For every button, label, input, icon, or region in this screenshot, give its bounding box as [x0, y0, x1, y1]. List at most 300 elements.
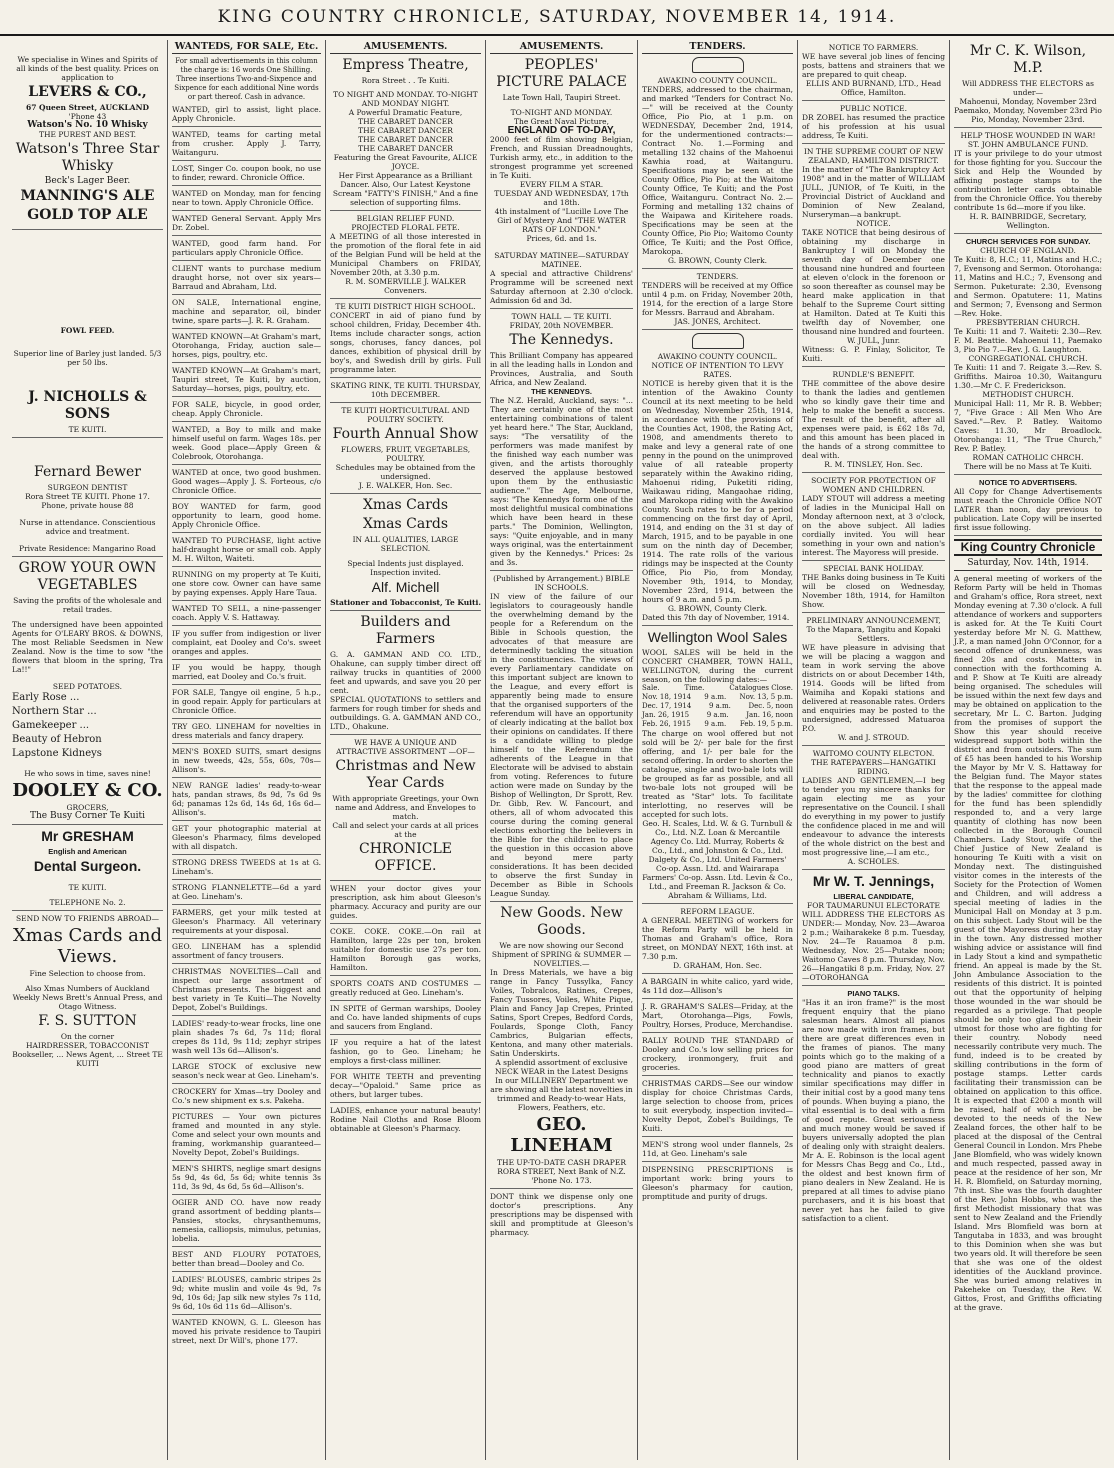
empress-ad: [330, 57, 481, 211]
levy-body: NOTICE is hereby given that it is the intention of the Awakino County Council at its next meeting to be held on Wednesday, November 25th, 1914, in accordance with the provisions of the Counties Act, 1908, the Rating Act, 1908, and amendments thereto to make and levy a general rate of one penny in the pound on the unimproved value of all rateable property separately within the Awakino riding, Mahoenui riding, Puketiti riding, Waikawau riding, Mangaohae riding, and Marokopa riding with the Awakino County. Such rates to be for a period commencing on the first day of April, 1914, and ending on the 31 st day of March, 1915, and to be payable in one sum on the ninth day of December, 1914. The rate rolls of the various ridings may be inspected at the County Office, Pio Pio, from Monday, November 9th, 1914, to Monday, November 23rd, 1914, between the hours of 9 a.m. and 5 p.m.: [642, 379, 793, 604]
wool-cell: Nov. 18, 1914: [642, 693, 692, 701]
bank-body: THE Banks doing business in Te Kuiti will be closed on Wednesday, November 18th, 1914, for Hamilton Show.: [802, 573, 945, 609]
nicholls-location: TE KUITI.: [68, 425, 107, 434]
nicholls-name: J. NICHOLLS & SONS: [28, 389, 147, 422]
classified-ad: WANTED, a Boy to milk and make himself useful on farm. Wages 18s. per week. Good place—Apply Green & Colebrook, Otorohanga.: [172, 425, 321, 465]
notice-body: TAKE NOTICE that being desirous of obtaining my discharge in Bankruptcy I will on Monday the seventh day of December one thousand nine hundred and fourteen at eleven o'clock in the forenoon or so soon thereafter as counsel may be heard make application in that behalf to the Supreme Court sitting at Hamilton. Dated at Te Kuiti this twelfth day of November, one thousand nine hundred and fourteen.: [802, 228, 945, 336]
hangatiki-body: LADIES AND GENTLEMEN,—I beg to tender you my sincere thanks for again electing me as your representative on the Council. I shall do everything in my power to justify the confidence placed in me and will endeavour to advance the interests of the whole district on the best and most progressive line,—I am etc.,: [802, 776, 945, 857]
peoples-palace-ad: [490, 57, 633, 309]
rundle-benefit: [802, 370, 945, 473]
watson-10: Watson's No. 10 Whisky: [27, 120, 148, 130]
kcc-banner: King Country Chronicle: [954, 539, 1102, 556]
tinsley-sig: R. M. TINSLEY, Hon. Sec.: [824, 460, 923, 469]
rundle-body: THE committee of the above desire to thank the ladies and gentlemen who so kindly gave their time and help to make the benefit a success. The result of the benefit, after all expenses were paid, is £62 18s 7d, and this amount has been placed in the hands of a strong committee to deal with.: [802, 379, 945, 460]
classified-ad: IF you would be happy, though married, eat Dooley and Co.'s fruit.: [172, 663, 321, 685]
lucille: 4th instalment of "Lucille Love The Girl of Mystery And "THE WATER RATS OF LONDON.": [494, 207, 629, 234]
column-7: [950, 40, 1106, 1460]
crest-icon: [692, 333, 744, 349]
column-5: [638, 40, 798, 1460]
fourth-sub: FLOWERS, FRUIT, VEGETABLES, POULTRY.: [340, 445, 471, 463]
church-services: [954, 237, 1102, 475]
christmas-cards-ad: [330, 738, 481, 881]
presby-title: PRESBYTERIAN CHURCH.: [976, 318, 1080, 327]
classified-ad: LOST, Singer Co. coupon book, no use to finder, reward. Chronicle Office.: [172, 164, 321, 186]
awakino-tenders: [642, 76, 793, 269]
levy-title: NOTICE OF INTENTION TO LEVY RATES.: [651, 361, 784, 379]
gresham-name: Mr GRESHAM: [41, 828, 134, 844]
wool-cell: 9 a.m.: [704, 693, 727, 701]
classified-ad: WANTED, girl to assist, light place. Apply Chronicle.: [172, 105, 321, 127]
society-notice: [802, 476, 945, 561]
wool-sales-ad: [642, 629, 793, 904]
hort-show-ad: [330, 406, 481, 494]
relief-title: BELGIAN RELIEF FUND.: [356, 214, 455, 223]
classified-ad: GET your photographic material at Gleeson's Pharmacy, films developed with all dispatch.: [172, 824, 321, 855]
page-columns: [8, 40, 1106, 1460]
jennings-body: WILL ADDRESS THE ELECTORS AS UNDER:— Monday, Nov. 23—Awaroa 2 p.m.; Waiharakeke 8 p.m. Tuesday, Nov. 24—Te Rauamoa 8 p.m. Wednesday, Nov. 25—Putake noon; Waitomo Caves 8 p.m. Thursday, Nov. 26—Hangatiki 8 p.m. Friday, Nov. 27—OTOROHANGA: [802, 910, 945, 982]
amusements-header-2: AMUSEMENTS.: [490, 40, 633, 54]
classified-ad: FARMERS, get your milk tested at Gleeson's Pharmacy. All veterinary requirements at your disposal.: [172, 908, 321, 939]
bewer-role: SURGEON DENTIST: [47, 483, 128, 492]
peoples-title: PEOPLES' PICTURE PALACE: [496, 57, 627, 90]
bewer-nurse: Nurse in attendance. Conscientious advice and treatment.: [19, 518, 156, 536]
unique-intro: WE HAVE A UNIQUE AND ATTRACTIVE ASSORTMENT —OF—: [336, 738, 475, 756]
school-concert-ad: [330, 302, 481, 378]
bank-holiday: [802, 564, 945, 613]
classified-ad: PICTURES — Your own pictures framed and mounted in any style. Come and select your own mounts and framing, workmanship guaranteed—Novelty Depot, Zobel's Buildings.: [172, 1112, 321, 1161]
michell-ad: [330, 497, 481, 611]
sutton-name: F. S. SUTTON: [38, 1013, 137, 1029]
classified-ad: WANTED, good farm hand. For particulars apply Chronicle Office.: [172, 239, 321, 261]
tenders-header: TENDERS.: [642, 40, 793, 54]
floral-body: A MEETING of all those interested in the promotion of the floral fete in aid of the Belgian Fund will be held at the Municipal Chambers on FRIDAY, November 20th, at 3.30 p.m.: [330, 232, 481, 277]
bible-schools-article: [490, 574, 633, 902]
roman-title: ROMAN CATHOLIC CHRCH.: [972, 453, 1084, 462]
witness: Witness: G. P. Finlay, Solicitor, Te Kuiti.: [802, 345, 945, 363]
xmas-cards-ad: [12, 914, 163, 1071]
gresham-sub: English and American: [48, 847, 127, 856]
farmers-notice: [802, 43, 945, 101]
xmas-qualities: IN ALL QUALITIES, LARGE SELECTION.: [352, 535, 459, 553]
mannings-ale: MANNING'S ALE: [20, 188, 155, 204]
townhall: TOWN HALL — TE KUITI.: [511, 312, 612, 321]
sports-ad: SPORTS COATS AND COSTUMES —greatly reduced at Geo. Lineham's.: [330, 979, 481, 1001]
kennedys-body: This Brilliant Company has appeared in all the leading halls in London and Provinces, Australia, and South Africa, and New Zealand.: [490, 351, 633, 387]
hort-title: TE KUITI HORTICULTURAL AND POULTRY SOCIETY.: [341, 406, 470, 424]
xmas-cards-1: Xmas Cards: [362, 497, 449, 513]
matinee-title: SATURDAY MATINEE—SATURDAY MATINEE.: [494, 251, 629, 269]
ellis-sig: ELLIS AND BURNAND, LTD., Head Office, Hamilton.: [805, 79, 942, 97]
xmas-cards-2: Xmas Cards: [362, 516, 449, 532]
waitomo-title: WAITOMO COUNTY ELECTON.: [812, 749, 935, 758]
neckwear: A splendid assortment of exclusive NECK WEAR in the Latest Designs: [494, 1058, 628, 1076]
kennedys-reviews: The N.Z. Herald, Auckland, says: "... They are certainly one of the most entertaining combinations of talent yet heard here." The Star, Auckland, says: "The versatility of the performers was made manifest by the finished way each number was given, and the artists thoroughly deserved the applause bestowed upon them by the enthusiastic audience." The Age, Melbourne, says: "The Kennedys form one of the most delightful musical combinations which have been heard in these parts." The Dominion, Wellington, says: "Quite enjoyable, and in many ways original, was the entertainment given by the Kennedys." Prices: 2s and 3s.: [490, 396, 633, 567]
wilson-ad: [954, 43, 1102, 128]
classified-ad: WANTED TO SELL, a nine-passenger coach. Apply V. S. Hattaway.: [172, 604, 321, 626]
stroud-sig: W. and J. STROUD.: [837, 733, 910, 742]
christmas-body: With appropriate Greetings, your Own name and Address, and Envelopes to match.: [332, 794, 479, 821]
classified-ad: WANTED TO PURCHASE, light active half-draught horse or small cob. Apply M. H. Wilton, Waiteti.: [172, 536, 321, 567]
special-indents: Special Indents just displayed.: [347, 559, 464, 568]
wanteds-header: WANTEDS, FOR SALE, Etc.: [172, 40, 321, 54]
seed-item: Northern Star ...: [12, 706, 97, 717]
cabaret-line: THE CABARET DANCER: [358, 126, 453, 135]
jull-sig: W. JULL, Junr.: [846, 336, 901, 345]
lineham-ad: [490, 905, 633, 1189]
builders-title: Builders and Farmers: [360, 614, 451, 647]
waitomo-election: [802, 749, 945, 870]
court-title: IN THE SUPREME COURT OF NEW ZEALAND, HAMILTON DISTRICT.: [803, 147, 944, 165]
xmas-fine: Fine Selection to choose from.: [29, 969, 146, 978]
presby-body: Te Kuiti: 11 and 7. Waiteti: 2.30—Rev. F. M. Beattie. Mahoenui 11, Paemako 3, Pio Pio 7.—Rev. J. G. Laughton.: [954, 327, 1102, 354]
store-tenders: [642, 272, 793, 330]
public-title: PUBLIC NOTICE.: [839, 104, 908, 113]
levers-intro: We specialise in Wines and Spirits of all kinds of the best quality. Prices on application to: [16, 55, 159, 82]
bewer-ad: [12, 464, 163, 557]
belgian-fete-ad: [330, 214, 481, 299]
jones-sig: JAS. JONES, Architect.: [674, 317, 761, 326]
builders-quotations: SPECIAL QUOTATIONS to settlers and farmers for rough timber for sheds and outbuildings. G. A. GAMMAN AND CO., LTD., Ohakune.: [330, 695, 481, 731]
wool-row: [642, 702, 793, 711]
england-today: ENGLAND OF TO-DAY,: [507, 125, 616, 136]
rundle-title: RUNDLE'S BENEFIT.: [832, 370, 915, 379]
seed-title: SEED POTATOES.: [52, 682, 123, 691]
sutton-corner: On the corner: [60, 1032, 115, 1041]
wool-cell: Jan. 16, noon: [746, 711, 793, 719]
dont-ad: DONT think we dispense only one doctor's prescriptions. Any prescriptions may be dispensed with skill and promptitude at Gleeson's pharmacy.: [490, 1192, 633, 1237]
england-body: 2000 feet of film showing Belgian, French, and Russian Dreadnoughts, Turkish army, etc., in addition to the strongest programme yet screened in Te Kuiti.: [490, 135, 633, 180]
ambulance-body: IT is your privilege to do your utmost for those fighting for you. Succour the Sick and Help the Wounded by affixing postage stamps to the contribution letter cards obtainable from the Chronicle Office. You thereby contribute 1s 6d—more if you like.: [954, 149, 1102, 212]
society-title: SOCIETY FOR PROTECTION OF WOMEN AND CHILDREN.: [811, 476, 936, 494]
jennings-name: Mr W. T. Jennings,: [812, 873, 935, 889]
graham-sales-ad: J. R. GRAHAM'S SALES—Friday, at the Mart, Otorohanga—Pigs, Fowls, Poultry, Horses, Produce, Merchandise.: [642, 1002, 793, 1033]
empress-tonight: TO NIGHT AND MONDAY. TO-NIGHT AND MONDAY NIGHT.: [333, 90, 478, 108]
matinee-body: A special and attractive Childrens' Programme will be screened next Saturday afternoon at 2.30 o'clock. Admission 6d and 3d.: [490, 269, 633, 305]
tenders-2: TENDERS.: [696, 272, 739, 281]
levers-phone: 'Phone 43: [68, 112, 107, 121]
farmers-body: WE have several job lines of fencing posts, battens and strainers that we are prepared to quit cheap.: [802, 52, 945, 79]
seed-item: Beauty of Hebron: [12, 734, 102, 745]
empress-title: Empress Theatre,: [342, 57, 469, 73]
school-body: CONCERT in aid of piano fund by school children, Friday, December 4th. Items include character songs, action songs, choruses, fancy dances, pol dances, exhibition of physical drill by boy's, and Swedish drill by girls. Full programme later.: [330, 311, 481, 374]
fowl-feed-ad: [12, 326, 163, 438]
wanteds-list: [172, 105, 321, 1348]
england-body: Te Kuiti: 8, H.C.; 11, Matins and H.C.; 7, Evensong and Sermon. Otorohanga: 11, Matins and H.C.; 7, Evensong and Sermon. Puketurate: 2.30, Evensong and Sermon. Opatutere: 11, Matins and Sermon; 7, Evensong and Sermon—Rev. Hoke.: [954, 255, 1102, 318]
wool-table: [642, 693, 793, 729]
bargain-ad: A BARGAIN in white calico, yard wide, 4s 11d doz—Allison's: [642, 977, 793, 999]
wool-table-head: [642, 684, 793, 693]
brown-sig-2: G. BROWN, County Clerk.: [668, 604, 767, 613]
xmas-cards-novelty-ad: CHRISTMAS CARDS—See our window display for choice Christmas Cards, large selection to choose from, prices to suit everybody, inspection invited—Novelty Depot, Zobel's Buildings, Te Kuiti.: [642, 1079, 793, 1137]
wool-cell: Dec. 5, noon: [748, 702, 793, 710]
watson-3-star: Watson's Three Star Whisky: [15, 141, 160, 174]
sutton-line: Bookseller, ... News Agent, ... Street TE KUITI: [12, 1050, 163, 1068]
public-notice: [802, 104, 945, 144]
seed-item: Early Rose ...: [12, 692, 80, 703]
floral-signature: R. M. SOMERVILLE J. WALKER Conveners.: [345, 277, 466, 295]
awakino-title-2: AWAKINO COUNTY COUNCIL.: [657, 352, 778, 361]
builders-ad: [330, 614, 481, 735]
column-3: [326, 40, 486, 1460]
classified-ad: FOR SALE, bicycle, in good order, cheap. Apply Chronicle.: [172, 400, 321, 422]
classified-ad: IF you suffer from indigestion or liver complaint, eat Dooley and Co's. sweet oranges and apples.: [172, 629, 321, 660]
notice-title: NOTICE.: [856, 219, 891, 228]
coke-ad: COKE. COKE. COKE.—On rail at Hamilton, large 22s per ton, broken suitable for domestic use 27s per ton. Hamilton Borough gas works, Hamilton.: [330, 927, 481, 976]
dispensing-ad: DISPENSING PRESCRIPTIONS is important work: bring yours to Gleeson's pharmacy for caution, promptitude and purity of drugs.: [642, 1165, 793, 1201]
kennedys-title: The Kennedys.: [509, 332, 614, 348]
wool-row: [642, 693, 793, 702]
wounded-title: HELP THOSE WOUNDED IN WAR!: [960, 131, 1096, 140]
classified-ad: WANTED on Monday, man for fencing near to town. Apply Chronicle Office.: [172, 189, 321, 211]
classified-ad: CLIENT wants to purchase medium draught horse, not over six years—Barraud and Abraham, Ltd.: [172, 264, 321, 295]
preliminary-announcement: [802, 616, 945, 746]
seed-quote: He who sows in time, saves nine!: [24, 769, 151, 778]
england-title: CHURCH OF ENGLAND.: [980, 246, 1076, 255]
classified-ad: STRONG FLANNELETTE—6d a yard at Geo. Lineham's.: [172, 883, 321, 905]
congr-title: CONGREGATIONAL CHURCH.: [968, 354, 1088, 363]
lineham-name: GEO. LINEHAM: [510, 1114, 613, 1156]
kennedys-ad: [490, 312, 633, 571]
classified-ad: TRY GEO. LINEHAM for novelties in dress materials and fancy drapery.: [172, 722, 321, 744]
hat-ad: IF you require a hat of the latest fashion, go to Geo. Lineham; he employs a first-class milliner.: [330, 1038, 481, 1069]
hangatiki-title: THE RATEPAYERS—HANGATIKI RIDING.: [811, 758, 936, 776]
crest-icon: [692, 57, 744, 73]
classified-ad: WANTED, teams for carting metal from crusher. Apply J. Tarry, Waitanguru.: [172, 130, 321, 161]
seed-item: Lapstone Kidneys: [12, 748, 102, 759]
wool-head-cell: Time.: [684, 684, 705, 692]
bewer-location: Rora Street TE KUITI. Phone 17. Phone, private house 88: [25, 492, 150, 510]
ladies-ad: LADIES, enhance your natural beauty! Rodine Nail Cloths and Rose Bloom obtainable at Gleeson's Pharmacy.: [330, 1106, 481, 1133]
walker-sig: J. E. WALKER, Hon. Sec.: [358, 481, 453, 490]
reform-body: A GENERAL MEETING of workers for the Reform Party will be held in Thomas and Graham's office, Rora street, on MONDAY NEXT, 16th inst. at 7.30 p.m.: [642, 916, 793, 961]
classified-ad: MEN'S SHIRTS, neglige smart designs 5s 9d, 4s 6d, 5s 6d; white tennis 3s 11d, 3s 9d, 4s 6d, 5s 6d—Allison's.: [172, 1164, 321, 1195]
wool-cell: Jan. 26, 1915: [642, 711, 690, 719]
prelim-title: PRELIMINARY ANNOUNCEMENT,: [806, 616, 941, 625]
classified-ad: WANTED KNOWN—At Graham's mart, Taupiri street, Te Kuiti, by auction, Saturday—horses, pigs, poultry, etc.: [172, 366, 321, 397]
levers-ad: [12, 55, 163, 230]
empress-location: Rora Street . . Te Kuiti.: [361, 76, 450, 85]
brown-sig: G. BROWN, County Clerk.: [668, 256, 767, 265]
cabaret-line: THE CABARET DANCER: [358, 135, 453, 144]
classified-ad: RUNNING on my property at Te Kuiti, one store cow. Owner can have same by paying expenses. Apply Hare Taua.: [172, 570, 321, 601]
skating-ad: SKATING RINK, TE KUITI. THURSDAY, 10th DECEMBER.: [330, 381, 481, 403]
kennedys-title-2: THE KENNEDYS.: [531, 387, 592, 396]
congr-body: Te Kuiti: 11 and 7. Reigate 3.—Rev. S. Griffiths. Mairoa 10.30, Waitanguru 1.30.—Mr C. F. Frederickson.: [954, 363, 1102, 390]
ambulance-ad: [954, 131, 1102, 234]
tuesday: TUESDAY AND WEDNESDAY, 17th and 18th.: [494, 189, 629, 207]
reform-title: REFORM LEAGUE.: [680, 907, 755, 916]
church-title: CHURCH SERVICES FOR SUNDAY.: [965, 237, 1091, 246]
empress-feature: A Powerful Dramatic Feature,: [348, 108, 463, 117]
prices: Prices, 6d. and 1s.: [526, 234, 597, 243]
floral-title: PROJECTED FLORAL FETE.: [351, 223, 460, 232]
levy-dated: Dated this 7th day of November, 1914.: [642, 613, 790, 622]
wool-firms: Geo. H. Scales, Ltd. W. & G. Turnbull & Co., Ltd. N.Z. Loan & Mercantile Agency Co. Ltd. Murray, Roberts & Co., Ltd., and Johnston & Co., Ltd. Dalgety & Co., Ltd. United Farmers' Co-op. Assn. Ltd. and Wairarapa Farmers' Co-op. Assn. Ltd. Levin & Co., Ltd., and Freeman R. Jackson & Co. Abraham & Williams, Ltd.: [642, 819, 793, 900]
wilson-dates: Mahoenui, Monday, November 23rd Paemako, Monday, November 23rd Pio Pio, Monday, November 23rd.: [954, 97, 1102, 124]
advertisers-body: All Copy for Change Advertisements must reach the Chronicle Office NOT LATER than noon, day previous to publication. Late Copy will be inserted first issue following.: [954, 487, 1102, 532]
vegetables-ad: [12, 560, 163, 825]
christmas-title: Christmas and New Year Cards: [335, 758, 476, 791]
court-body: In the matter of "The Bankruptcy Act 1908" and in the matter of WILLIAM JULL, JUNIOR, of Te Kuiti, in the Provincial District of Auckland and Dominion of New Zealand, Nurseryman—a bankrupt.: [802, 165, 945, 219]
wool-row: [642, 711, 793, 720]
roman-body: There will be no Mass at Te Kuiti.: [964, 462, 1092, 471]
ambulance-title: ST. JOHN AMBULANCE FUND.: [967, 140, 1089, 149]
schedules: Schedules may be obtained from the undersigned.: [335, 463, 476, 481]
every-film: EVERY FILM A STAR.: [519, 180, 604, 189]
wool-cell: Feb. 26, 1915: [642, 720, 691, 728]
classified-ad: LADIES' BLOUSES, cambric stripes 2s 9d; white muslin and voile 4s 9d, 7s 9d, 10s 6d; Jap silk new styles 7s 11d, 9s 6d, 10s 6d 11s 6d—Allison's.: [172, 1275, 321, 1315]
rally-ad: RALLY ROUND THE STANDARD of Dooley and Co.'s low selling prices for crockery, ironmongery, fruit and groceries.: [642, 1036, 793, 1076]
wilson-name: Mr C. K. Wilson, M.P.: [969, 43, 1087, 76]
peoples-location: Late Town Hall, Taupiri Street.: [502, 93, 621, 102]
lineham-phone: 'Phone No. 173.: [531, 1176, 592, 1185]
classified-ad: ON SALE, International engine, machine and separator, oil, binder twine, spare parts—J. R. R. Graham.: [172, 298, 321, 329]
wool-cell: 9 a.m.: [706, 711, 729, 719]
grow-subtitle: Saving the profits of the wholesale and retail trades.: [13, 596, 162, 614]
classified-ad: WANTED KNOWN, G. L. Gleeson has moved his private residence to Taupiri street, next Dr Will's, phone 177.: [172, 1318, 321, 1345]
school-title: TE KUITI DISTRICT HIGH SCHOOL.: [335, 302, 476, 311]
court-notice: [802, 147, 945, 367]
awakino-title: AWAKINO COUNTY COUNCIL.: [657, 76, 778, 85]
levers-name: LEVERS & CO.,: [28, 84, 147, 100]
classified-ad: LARGE STOCK of exclusive new season's neck wear at Geo. Lineham's.: [172, 1062, 321, 1084]
new-goods: New Goods. New Goods.: [500, 905, 623, 938]
wool-cell: 9 a.m.: [704, 720, 727, 728]
gresham-surgeon: Dental Surgeon.: [33, 858, 142, 874]
tenders-2-body: TENDERS will be received at my Office until 4 p.m. on Friday, November 20th, 1914, for the erection of a large Store for Messrs. Barraud and Abraham.: [642, 281, 793, 317]
advertisers-title: NOTICE TO ADVERTISERS.: [979, 478, 1077, 487]
column-4: [486, 40, 638, 1460]
classified-ad: CROCKERY for Xmas—try Dooley and Co.'s new shipment ex s.s. Pakeha.: [172, 1087, 321, 1109]
xmas-also: Also Xmas Numbers of Auckland Weekly News Brett's Annual Press, and Otago Witness.: [12, 984, 163, 1011]
classified-ad: WANTED KNOWN—At Graham's mart, Otorohanga, Friday, auction sale—horses, pigs, poultry, etc.: [172, 332, 321, 363]
classified-ad: CHRISTMAS NOVELTIES—Call and inspect our large assortment of Christmas presents. The biggest and best variety in Te Kuiti—The Novelty Depot, Zobel's Buildings.: [172, 967, 321, 1016]
piano-title: PIANO TALKS.: [847, 989, 900, 998]
classified-ad: FOR SALE, Tangye oil engine, 5 h.p., in good repair. Apply for particulars at Chronicle Office.: [172, 688, 321, 719]
taumarunui: FOR TAUMARUNUI ELECTORATE: [807, 901, 940, 910]
flannels-ad: MEN'S strong wool under flannels, 2s 11d, at Geo. Lineham's sale: [642, 1140, 793, 1162]
graham-sig: D. GRAHAM, Hon. Sec.: [673, 961, 762, 970]
empress-details: Her First Appearance as a Brilliant Dancer. Also, Our Latest Keystone Scream "FATTY'S FINISH," And a fine selection of supporting films.: [332, 171, 479, 207]
method-body: Municipal Hall: 11, Mr R. B. Webber; 7, "Five Grace : All Men Who Are Saved."—Rev. P. Batley. Waitomo Caves: 11.30, Mr Broadlock. Otorohanga: 11, "The True Church," Rev. P. Batley.: [954, 399, 1102, 453]
bainbridge-sig: H. R. BAINBRIDGE, Secretary, Wellington.: [969, 212, 1087, 230]
piano-body: "Has it an iron frame?" is the most frequent enquiry that the piano salesman hears. Almost all pianos are now made with iron frames, but there are great differences even in the frames of pianos. The many points which go to the making of a good piano are matters of great technicality and pianos to exactly similar specifications may differ in their initial cost by a good many tens of pounds. When buying a piano, the vital essential is to deal with a firm of good repute. Great seriousness and much money would be saved if buyers universally adopted the plan of dealing only with straight dealers. Mr A. E. Robinson is the local agent for Messrs Chas Begg and Co., Ltd., the oldest and best known firm of piano dealers in New Zealand. He is prepared at all times to advise piano purchasers, and it is his boast that never yet has he failed to give satisfaction to a client.: [802, 998, 945, 1223]
gresham-telephone: TELEPHONE No. 2.: [49, 898, 126, 907]
column-6: [798, 40, 950, 1460]
classified-ad: GEO. LINEHAM has a splendid assortment of fancy trousers.: [172, 942, 321, 964]
inspection: Inspection invited.: [370, 568, 441, 577]
liberal: LIBERAL CANDIDATE,: [833, 892, 914, 901]
gresham-ad: [12, 828, 163, 911]
millinery: In our MILLINERY Department we are showing all the latest novelties in trimmed and Ready-to-wear Hats, Flowers, Feathers, etc.: [490, 1076, 633, 1112]
becks-lager: Beck's Lager Beer.: [44, 176, 131, 186]
society-body: LADY STOUT will address a meeting of ladies in the Municipal Hall on Monday afternoon next, at 3 o'clock, on the above subject. All ladies cordially invited. You will hear something in your own and nation's interest. The Mayoress will preside.: [802, 494, 945, 557]
scholes-sig: A. SCHOLES.: [847, 857, 900, 866]
editorial: A general meeting of workers of the Reform Party will be held in Thomas and Graham's office, Rora street, next Monday evening at 7.30 o'clock. A full attendance of workers and supporters is asked for. At the Te Kuiti Court yesterday before Mr N. G. Matthew, J.P., a man named John O'Connor, for a second offence of drunkenness, was fined 20s and costs. Matters in connection with the forthcoming A. and P. Show at Te Kuiti are already being organised. The schedules will be issued within the next few days and may be obtained on application to the secretary, Mr L. C. Barton. Judging from the promises of support the Show this year should receive widespread support both within the district and from outsiders. The sum of £5 has been handed to his Worship the Mayor by Mr V. S. Hattaway for the Belgian fund. The Mayor states that the response to the appeal made by the ladies' committee for clothing for the fund has been splendidly responded to, and a very large quantity of clothing has now been collected in the Borough Council Chambers. Lady Stout, wife of the Chief Justice of New Zealand is honouring Te Kuiti with a visit on Monday next. The distinguished visitor comes in the interests of the Society for the Protection of Women and Children, and will address a special meeting of ladies in the Municipal Hall on Monday at 3 p.m. on this subject. Lady Stout will be the guest of the Mayoress during her stay in the town. Any distressed mother wishing advice or assistance will find in Lady Stout a kind and sympathetic friend. An appeal is made by the St. John Ambulance Association to the residents of this district. It is pointed out that the opportunity of helping those wounded in the war should be regarded as a privilege. That people should be only too glad to do their utmost for those who are fighting for their country. Nobody need necessarily contribute very much. The fund, indeed is to be created by skilling contributions in the form of postage stamps. Letter cards facilitating their transmission can be obtained on application to this office. It is expected that £200 a month will be raised, half of which is to be devoted to the needs of the New Zealand forces, the other half to be placed at the disposal of the Central General Council in London. Mrs Phebe Jane Blomfield, who was widely known and much respected, passed away in peace at the residence of her son, Mr H. R. Blomfield, on Saturday morning, 7th inst. She was the fourth daughter of the Rev. John Hobbs, who was the first Methodist missionary that was sent to New Zealand and the Friendly Island. Mrs Blomfield was born at Tangutaba in 1833, and was brought to this Dominion when she was but two years old. It will therefore be seen that she was one of the oldest identities of the Auckland province. She was buried among relatives in Pakeheke on Tuesday, the Rev. W. Gittos, Frost, and Griffiths officiating at the grave.: [954, 574, 1102, 1312]
dooley-name: DOOLEY & CO.: [12, 780, 163, 801]
awakino-body: TENDERS, addressed to the chairman, and marked "Tenders for Contract No. —" will be received at the County Office, Pio Pio, at 1 p.m. on WEDNESDAY, December 2nd, 1914, for the undermentioned contracts:— Contract No. 1.—Forming and metalling 132 chains of the Mahoenui Kawhia road, at Waitanguru. Specifications may be seen at the County Office, Pio Pio; at the Waitomo County Office, Te Kuiti; and the Post Office, Waitanguru. Contract No. 2.—Forming and metalling 132 chains of the Waipawa and Kiritehere roads. Specifications may be seen at the County Office, Pio Pio; Waitomo County Office, Te Kuiti; and the Post Office, Marokopa.: [642, 85, 793, 256]
fourth-show: Fourth Annual Show: [332, 426, 479, 442]
michell-name: Alf. Michell: [371, 579, 440, 595]
grow-body: The undersigned have been appointed Agents for O'LEARY BROS. & DOWNS, The most Reliable Seedsmen in New Zealand. Now is the time to sow "the flowers that bloom in the spring, Tra La!!": [12, 620, 163, 674]
wool-cell: Nov. 13, 5 p.m.: [739, 693, 793, 701]
grow-title: GROW YOUR OWN VEGETABLES: [18, 560, 157, 593]
jennings-ad: [802, 873, 945, 986]
bible-head: (Published by Arrangement.) BIBLE IN SCHOOLS.: [493, 574, 630, 592]
reform-league-ad: [642, 907, 793, 974]
piano-talks: [802, 989, 945, 1226]
classified-ad: MEN'S BOXED SUITS, smart designs in new tweeds, 42s, 55s, 60s, 70s—Allison's.: [172, 747, 321, 778]
wool-cell: Feb. 19, 5 p.m.: [739, 720, 793, 728]
wool-body: WOOL SALES will be held in the CONCERT CHAMBER, TOWN HALL, WELLINGTON, during the current season, on the following dates:—: [642, 648, 793, 684]
gresham-location: TE KUITI.: [68, 883, 107, 892]
builders-body: G. A. GAMMAN AND CO. LTD., Ohakune, can supply timber direct off railway trucks in quantities of 2000 feet and upwards, and save you 20 per cent.: [330, 650, 481, 695]
call-select: Call and select your cards at all prices at the: [332, 821, 479, 839]
cabaret-line: THE CABARET DANCER: [358, 144, 453, 153]
wool-cell: 9 a.m.: [708, 702, 731, 710]
dooley-sub: GROCERS,: [66, 803, 109, 812]
classified-ad: BOY WANTED for farm, good opportunity to learn, good home. Apply Chronicle Office.: [172, 502, 321, 533]
german-ad: IN SPITE of German warships, Dooley and Co. have landed shipments of cups and saucers from England.: [330, 1004, 481, 1035]
wool-head-cell: Sale.: [642, 684, 660, 692]
prelim-sub: To the Mapara, Tangitu and Kopaki Settlers.: [806, 625, 941, 643]
classified-ad: NEW RANGE ladies' ready-to-wear hats, pandan straws, 8s 9d, 7s 6d 9s 6d; panamas 12s 6d, 14s 6d, 16s 6d—Allison's.: [172, 781, 321, 821]
masthead: KING COUNTRY CHRONICLE, SATURDAY, NOVEMBER 14, 1914.: [0, 0, 1114, 36]
fowl-feed-body: Superior line of Barley just landed. 5/3 per 50 lbs.: [13, 349, 162, 367]
column-2: [168, 40, 326, 1460]
empress-featuring: Featuring the Great Favourite, ALICE JOYCE.: [333, 153, 478, 171]
wool-title: Wellington Wool Sales: [647, 629, 788, 645]
purest-best: THE PUREST AND BEST.: [38, 130, 137, 139]
wilson-will: Will ADDRESS THE ELECTORS as under—: [962, 79, 1094, 97]
teeth-ad: FOR WHITE TEETH and preventing decay—"Opaloid." Same price as others, but larger tubes.: [330, 1072, 481, 1103]
prelim-body: WE have pleasure in advising that we will be placing a waggon and team in work serving the above districts on or about December 14th, 1914. Goods will be lifted from Waimiha and Kopaki stations and delivered at reasonable rates. Orders and enquiries may be posted to the undersigned, addressed Matuaroa P.O.: [802, 643, 945, 733]
lineham-sub: THE UP-TO-DATE CASH DRAPER: [497, 1158, 626, 1167]
michell-sub: Stationer and Tobacconist, Te Kuiti.: [330, 598, 481, 607]
classified-ad: LADIES' ready-to-wear frocks, line one plain shades 7s 6d, 7s 11d; floral crepes 8s 11d, 9s 11d; zephyr stripes wash well 13s 6d—Allison's.: [172, 1019, 321, 1059]
advertisers-notice: [954, 478, 1102, 536]
bewer-residence: Private Residence: Mangarino Road: [19, 544, 156, 553]
seed-item: Gamekeeper ...: [12, 720, 90, 731]
amusements-header-1: AMUSEMENTS.: [330, 40, 481, 54]
dress-materials: In Dress Materials, we have a big range in Fancy Tussylka, Fancy Voiles, Tobralcos, Ratines, Crepes, Fancy Tussores, Voiles, White Pique, Plain and Fancy Jap Crepes, Printed Satins, Sport Crepes, Bedford Cords, Foulards, Sponge Cloth, Fancy Cambrics, Bulgarian effects, Kentona, and many other materials. Satin Underskirts.: [490, 968, 633, 1058]
new-goods-body: We are now showing our Second Shipment of SPRING & SUMMER —NOVELTIES.—: [491, 941, 632, 968]
wool-head-cell: Catalogues Close.: [729, 684, 793, 692]
classified-ad: STRONG DRESS TWEEDS at 1s at G. Lineham's.: [172, 858, 321, 880]
naval-picture: The Great Naval Picture,: [514, 117, 609, 126]
wanteds-note: For small advertisements in this column the charge is: 16 words One Shilling. Three insertions Two-and-Sixpence and Sixpence for each additional Nine words or part thereof. Cash in advance.: [174, 57, 319, 101]
bible-body: IN view of the failure of our legislators to courageously handle the overwhelming demand by the people for a Referendum on the Bible in Schools question, the advocates of that measure are determinedly tackling the situation in the constituencies. The views of every Parliamentary candidate on this important subject are known to the League, and every effort is apparently being made to ensure that the organised supporters of the referendum will have an opportunity of clearly indicating at the ballot box their opinions on candidates. If there is a candidate willing to pledge himself to the Referendum the adherents of the League in that Electorate will be advised to abstain from voting. References to future action were made on Sunday by the Bishop of Wellington, Dr Sprott, Rev. Dr. Gibb, Rev. W. Fancourt, and others, all of whom advocated this course during the coming general elections exhorting the believers in the Bible for the children to place the question in this occasion above and beyond mere party considerations. It has been decided to observe the first Sunday in December as Bible in Schools League Sunday.: [490, 592, 633, 898]
lineham-location: RORA STREET, Next Bank of N.Z.: [497, 1167, 626, 1176]
kennedys-date: FRIDAY, 20th NOVEMBER.: [509, 321, 614, 330]
classified-ad: OGIER AND CO. have now ready grand assortment of bedding plants—Pansies, stocks, chrysanthemums, nemesia, calliopsis, mimulus, petunias, lobelia.: [172, 1198, 321, 1247]
doctor-ad: WHEN your doctor gives your prescription, ask him about Gleeson's pharmacy. Accuracy and purity are our guides.: [330, 884, 481, 924]
bank-title: SPECIAL BANK HOLIDAY.: [823, 564, 924, 573]
levy-notice: [642, 352, 793, 626]
peoples-tonight: TO-NIGHT AND MONDAY.: [510, 108, 613, 117]
farmers-title: NOTICE TO FARMERS.: [828, 43, 919, 52]
dooley-location: The Busy Corner Te Kuiti: [29, 811, 146, 821]
levers-address: 67 Queen Street, AUCKLAND: [25, 103, 149, 112]
fowl-feed-title: FOWL FEED.: [60, 326, 115, 335]
wool-charge: The charge on wool offered but not sold will be 2/- per bale for the first offering, and 1/- per bale for the second offering. In order to shorten the catalogue, single and two-bale lots will be grouped as far as possible, and all two-bale lots not grouped will be treated as "Star" lots. To facilitate interlotting, no reserves will be accepted for such lots.: [642, 729, 793, 819]
sutton-trade: HAIRDRESSER, TOBACCONIST: [25, 1041, 150, 1050]
wool-row: [642, 720, 793, 729]
xmas-intro: SEND NOW TO FRIENDS ABROAD—: [16, 914, 159, 923]
chronicle-office: CHRONICLE OFFICE.: [359, 841, 452, 874]
bewer-name: Fernard Bewer: [34, 464, 141, 480]
kcc-date: Saturday, Nov. 14th, 1914.: [954, 559, 1102, 571]
